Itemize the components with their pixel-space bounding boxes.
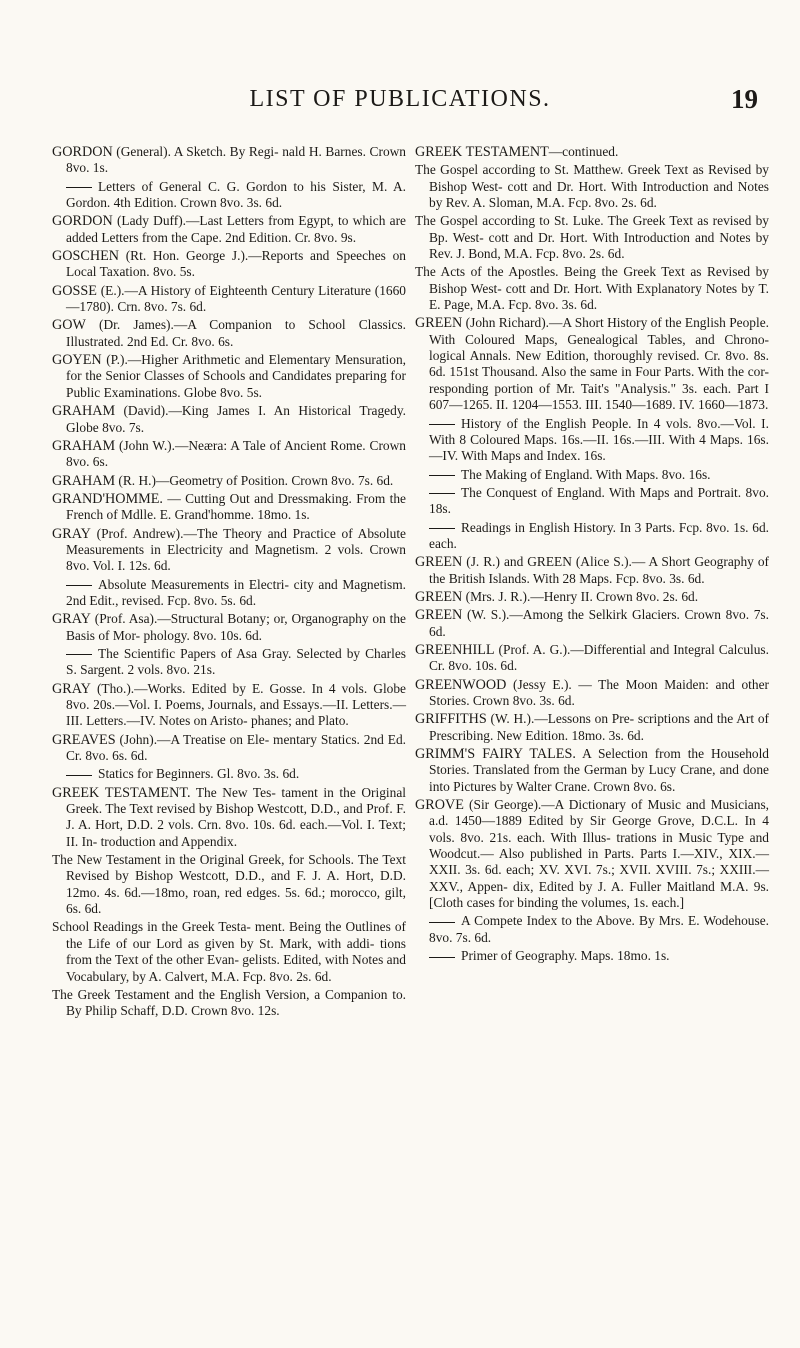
catalogue-entry — [52, 577, 406, 610]
catalogue-entry — [415, 485, 769, 518]
ditto-rule — [429, 922, 455, 923]
catalogue-entry — [52, 438, 406, 471]
entry-text: (David).—King James I. An Historical Tragedy. Globe 8vo. 7s. — [66, 403, 406, 435]
entry-text: The New Tes- tament in the Original Greek. The Text revised by Bishop Westcott, D.D., and Prof. F. J. A. Hort, D.D. 2 vols. Crn. 8vo. 10s. 6d. each.—Vol. I. Text; II. In- troduction and Appendix. — [66, 784, 406, 849]
catalogue-entry — [52, 491, 406, 524]
catalogue-entry — [415, 520, 769, 553]
entry-author: GRAND'HOMME. — [52, 490, 163, 507]
entry-text: (Sir George).—A Dictionary of Music and Musicians, a.d. 1450—1889 Edited by Sir George Grove, D.C.L. In 4 vols. 8vo. 21s. each. With Illus- trations in Music Type and Woodcut.— Also published in Parts. Parts I.—XIV., XIX.—XXII. 3s. 6d. each; XV. XVI. 7s.; XVII. XVIII. 7s.; XXIII.—XXV., Appen- dix, Edited by J. A. Fuller Maitland M.A. 9s. [Cloth cases for binding the volumes, 1s. each.] — [429, 797, 769, 911]
entry-text: (Tho.).—Works. Edited by E. Gosse. In 4 vols. Globe 8vo. 20s.—Vol. I. Poems, Journals, and Essays.—II. Letters.—III. Letters.—IV. Notes on Aristo- phanes; and Plato. — [66, 680, 406, 729]
entry-text: History of the English People. In 4 vols. 8vo.—Vol. I. With 8 Coloured Maps. 16s.—II. 16s.—III. With 4 Maps. 16s.—IV. With Maps and Index. 16s. — [429, 415, 769, 464]
catalogue-entry — [52, 473, 406, 489]
ditto-rule — [429, 424, 455, 425]
entry-text: The New Testament in the Original Greek, for Schools. The Text Revised by Bishop Westcott, D.D., and F. J. A. Hort, D.D. 12mo. 4s. 6d.—18mo, roan, red edges. 5s. 6d.; morocco, gilt, 6s. 6d. — [52, 852, 406, 917]
catalogue-entry — [415, 677, 769, 710]
entry-text: — Cutting Out and Dressmaking. From the French of Mdlle. E. Grand'homme. 18mo. 1s. — [66, 490, 406, 523]
entry-text: A Compete Index to the Above. By Mrs. E. Wodehouse. 8vo. 7s. 6d. — [429, 913, 769, 945]
catalogue-entry — [52, 852, 406, 917]
entry-author: GROVE — [415, 797, 464, 814]
entry-text: (Rt. Hon. George J.).—Reports and Speeches on Local Taxation. 8vo. 5s. — [66, 248, 406, 280]
catalogue-entry — [415, 913, 769, 946]
entry-text: (W. H.).—Lessons on Pre- scriptions and the Art of Prescribing. New Edition. 18mo. 3s. 6d. — [429, 711, 769, 743]
catalogue-entry — [415, 589, 769, 605]
entry-author: GREEN — [415, 315, 463, 332]
catalogue-entry — [415, 797, 769, 911]
catalogue-entry — [52, 732, 406, 765]
catalogue-entry — [415, 416, 769, 465]
catalogue-entry — [415, 264, 769, 313]
entry-author: GOSCHEN — [52, 248, 120, 265]
entry-text: —continued. — [548, 144, 619, 159]
page-number: 19 — [731, 84, 758, 114]
entry-author: GRAHAM — [52, 437, 116, 454]
right-column — [415, 144, 769, 967]
entry-text: The Conquest of England. With Maps and Portrait. 8vo. 18s. — [429, 484, 769, 517]
entry-text: (Lady Duff).—Last Letters from Egypt, to which are added Letters from the Cape. 2nd Edition. Cr. 8vo. 9s. — [66, 213, 406, 245]
catalogue-entry — [52, 987, 406, 1020]
entry-text: Readings in English History. In 3 Parts. Fcp. 8vo. 1s. 6d. each. — [429, 519, 769, 551]
entry-author: GRAHAM — [52, 472, 116, 489]
entry-text: The Greek Testament and the English Version, a Companion to. By Philip Schaff, D.D. Crown 8vo. 12s. — [52, 986, 406, 1019]
catalogue-entry — [415, 642, 769, 675]
entry-text: The Acts of the Apostles. Being the Greek Text as Revised by Bishop West- cott and Dr. Hort. With Explanatory Notes by T. E. Page, M.A. Fcp. 8vo. 3s. 6d. — [415, 264, 769, 313]
catalogue-entry — [415, 948, 769, 964]
entry-author: GREEK TESTAMENT. — [52, 784, 191, 801]
entry-text: (John W.).—Neæra: A Tale of Ancient Rome. Crown 8vo. 6s. — [66, 437, 406, 470]
entry-author: GREAVES — [52, 731, 116, 748]
catalogue-entry — [52, 213, 406, 246]
left-column — [52, 144, 406, 1022]
ditto-rule — [429, 957, 455, 958]
entry-text: (John).—A Treatise on Ele- mentary Statics. 2nd Ed. Cr. 8vo. 6s. 6d. — [66, 731, 406, 764]
ditto-rule — [66, 187, 92, 188]
catalogue-entry — [415, 467, 769, 483]
catalogue-entry — [415, 162, 769, 211]
entry-author: GRAY — [52, 680, 91, 697]
entry-author: GORDON — [52, 144, 113, 160]
entry-text: (Prof. A. G.).—Differential and Integral Calculus. Cr. 8vo. 10s. 6d. — [429, 641, 769, 674]
entry-author: GREENHILL — [415, 641, 495, 658]
entry-text: The Gospel according to St. Luke. The Greek Text as revised by Bp. West- cott and Dr. Hort. With Introduction and Notes by Rev. J. Bond, M.A. Fcp. 8vo. 2s. 6d. — [415, 213, 769, 262]
entry-author: GREEN — [415, 554, 463, 571]
entry-text: Primer of Geography. Maps. 18mo. 1s. — [461, 948, 670, 964]
entry-text: A Selection from the Household Stories. Translated from the German by Lucy Crane, and done into Pictures by Walter Crane. Crown 8vo. 6s. — [429, 746, 770, 794]
catalogue-entry — [52, 646, 406, 679]
entry-text: (General). A Sketch. By Regi- nald H. Barnes. Crown 8vo. 1s. — [66, 144, 406, 176]
entry-text: (Prof. Asa).—Structural Botany; or, Organography on the Basis of Mor- phology. 8vo. 10s. 6d. — [66, 611, 406, 643]
catalogue-entry — [415, 711, 769, 744]
catalogue-entry — [52, 611, 406, 644]
entry-text: School Readings in the Greek Testa- ment. Being the Outlines of the Life of our Lord as given by St. Mark, with addi- tions from the Text of the other Evan- gelists. Edited, with Notes and Vocabulary, by A. Calvert, M.A. Fcp. 8vo. 2s. 6d. — [52, 919, 406, 984]
catalogue-entry — [52, 248, 406, 281]
catalogue-entry — [52, 526, 406, 575]
entry-author: GOYEN — [52, 352, 102, 369]
ditto-rule — [429, 475, 455, 476]
ditto-rule — [66, 585, 92, 586]
entry-text: (Jessy E.). — The Moon Maiden: and other Stories. Crown 8vo. 3s. 6d. — [429, 676, 769, 708]
entry-author: GREEN — [415, 588, 463, 605]
entry-author: GREEK TESTAMENT — [415, 144, 549, 160]
entry-text: Absolute Measurements in Electri- city and Magnetism. 2nd Edit., revised. Fcp. 8vo. 5s. 6d. — [66, 576, 406, 608]
ditto-rule — [429, 493, 455, 494]
entry-text: (W. S.).—Among the Selkirk Glaciers. Crown 8vo. 7s. 6d. — [429, 607, 769, 639]
entry-text: (John Richard).—A Short History of the English People. With Coloured Maps, Genealogical Tables, and Chrono- logical Annals. New Edition, thoroughly revised. Cr. 8vo. 8s. 6d. 151st Thousand. Also the same in Four Parts. With the cor- responding portion of Mr. Tait's "Analysis." 3s. each. Part I 607—1265. II. 1204—1553. III. 1540—1689. IV. 1660—1873. — [429, 315, 769, 413]
entry-text: The Gospel according to St. Matthew. Greek Text as Revised by Bishop West- cott and Dr. Hort. With Introduction and Notes by Rev. A. Sloman, M.A. Fcp. 8vo. 2s. 6d. — [415, 162, 769, 211]
entry-author: GRAHAM — [52, 403, 116, 420]
entry-author: GRAY — [52, 611, 91, 628]
entry-text: (Mrs. J. R.).—Henry II. Crown 8vo. 2s. 6d. — [462, 588, 699, 604]
entry-text: (Prof. Andrew).—The Theory and Practice of Absolute Measurements in Electricity and Magnetism. 2 vols. Crown 8vo. Vol. I. 12s. 6d. — [66, 525, 406, 574]
catalogue-entry — [415, 746, 769, 795]
catalogue-entry — [52, 144, 406, 177]
page-title: LIST OF PUBLICATIONS. — [249, 86, 551, 112]
ditto-rule — [66, 654, 92, 655]
entry-author: GOSSE — [52, 282, 97, 299]
catalogue-entry — [415, 554, 769, 587]
catalogue-entry — [415, 144, 769, 160]
entry-text: The Scientific Papers of Asa Gray. Selected by Charles S. Sargent. 2 vols. 8vo. 21s. — [66, 645, 406, 678]
catalogue-entry — [52, 919, 406, 984]
catalogue-entry — [52, 403, 406, 436]
entry-text: Letters of General C. G. Gordon to his Sister, M. A. Gordon. 4th Edition. Crown 8vo. 3s. 6d. — [66, 178, 406, 211]
entry-author: GREEN — [415, 607, 463, 624]
entry-author: GREENWOOD — [415, 676, 507, 693]
entry-text: Statics for Beginners. Gl. 8vo. 3s. 6d. — [98, 766, 300, 782]
catalogue-entry — [52, 681, 406, 730]
ditto-rule — [66, 775, 92, 776]
entry-author: GRIFFITHS — [415, 711, 487, 728]
entry-text: The Making of England. With Maps. 8vo. 16s. — [461, 466, 711, 482]
entry-author: GOW — [52, 317, 86, 334]
entry-author: GORDON — [52, 213, 113, 230]
catalogue-entry — [52, 317, 406, 350]
entry-author: GRIMM'S FAIRY TALES. — [415, 746, 576, 763]
entry-text: (J. R.) and GREEN (Alice S.).— A Short Geography of the British Islands. With 28 Maps. Fcp. 8vo. 3s. 6d. — [429, 554, 769, 586]
catalogue-entry — [52, 352, 406, 401]
catalogue-entry — [415, 607, 769, 640]
catalogue-entry — [52, 785, 406, 850]
entry-text: (P.).—Higher Arithmetic and Elementary Mensuration, for the Senior Classes of Schools and Candidates preparing for Public Examinations. Globe 8vo. 5s. — [66, 352, 406, 400]
ditto-rule — [429, 528, 455, 529]
entry-author: GRAY — [52, 525, 91, 542]
catalogue-entry — [52, 766, 406, 782]
entry-text: (R. H.)—Geometry of Position. Crown 8vo. 7s. 6d. — [115, 472, 394, 488]
catalogue-entry — [415, 315, 769, 413]
entry-text: (Dr. James).—A Companion to School Classics. Illustrated. 2nd Ed. Cr. 8vo. 6s. — [66, 317, 406, 349]
running-header — [0, 86, 800, 116]
entry-text: (E.).—A History of Eighteenth Century Literature (1660—1780). Crn. 8vo. 7s. 6d. — [66, 282, 406, 315]
catalogue-entry — [52, 283, 406, 316]
catalogue-entry — [52, 179, 406, 212]
catalogue-entry — [415, 213, 769, 262]
